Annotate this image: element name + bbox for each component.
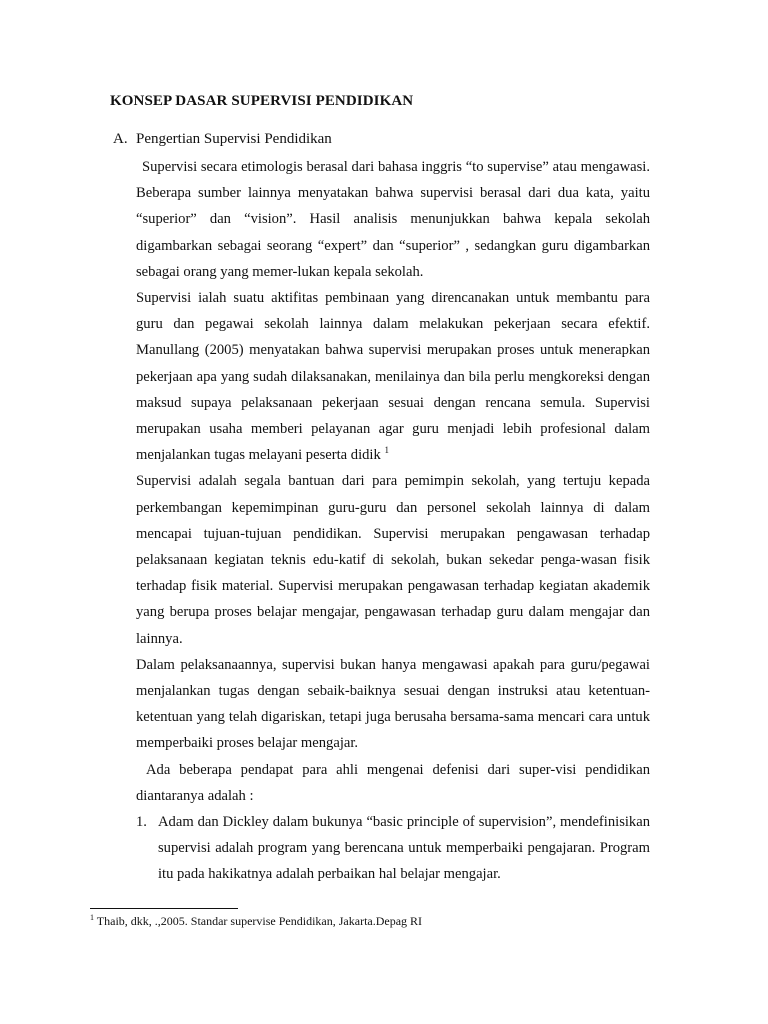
list-item-number: 1. [136, 814, 147, 831]
paragraph-2 [136, 285, 650, 468]
paragraph-4: Dalam pelaksanaannya, supervisi bukan hanya mengawasi apakah para guru/pegawai menjalankan tugas dengan sebaik-baiknya sesuai dengan instruksi atau ketentuan-ketentuan yang telah digariskan, tetapi juga berusaha bersama-sama mencari cara untuk memperbaiki proses belajar mengajar. [136, 656, 650, 752]
definition-list [136, 809, 650, 888]
footnote-reference: 1 [384, 445, 389, 456]
paragraph-3: Supervisi adalah segala bantuan dari para pemimpin sekolah, yang tertuju kepada perkembangan kepemimpinan guru-guru dan personel sekolah lainnya di dalam mencapai tujuan-tujuan pendidikan. Supervisi merupakan pengawasan terhadap pelaksanaan kegiatan teknis edu-katif di sekolah, bukan sekedar penga-wasan fisik terhadap fisik material. Supervisi merupakan pengawasan terhadap kegiatan akademik yang berupa proses belajar mengajar, pengawasan terhadap guru dalam mengajar dan lainnya. [136, 473, 650, 647]
list-item [136, 809, 650, 888]
section-heading-text: Pengertian Supervisi Pendidikan [136, 131, 332, 147]
paragraph-5: Ada beberapa pendapat para ahli mengenai defenisi dari super-visi pendidikan diantaranya adalah : [136, 761, 650, 804]
paragraph-1: Supervisi secara etimologis berasal dari bahasa inggris “to supervise” atau mengawasi. Beberapa sumber lainnya menyatakan bahwa supervisi berasal dari dua kata, yaitu “superior” dan “vision”. Hasil analisis menunjukkan bahwa kepala sekolah digambarkan sebagai seorang “expert” dan “superior” , sedangkan guru digambarkan sebagai orang yang memer-lukan kepala sekolah. [136, 159, 650, 280]
section-letter: A. [113, 131, 128, 147]
footnote [90, 914, 422, 929]
paragraph-2-text: Supervisi ialah suatu aktifitas pembinaan yang direncanakan untuk membantu para guru dan pegawai sekolah lainnya dalam melakukan pekerjaan secara efektif. Manullang (2005) menyatakan bahwa supervisi merupakan proses untuk menerapkan pekerjaan apa yang sudah dilaksanakan, menilainya dan bila perlu mengkoreksi dengan maksud supaya pelaksanaan pekerjaan sesuai dengan rencana semula. Supervisi merupakan usaha memberi pelayanan agar guru menjadi lebih profesional dalam menjalankan tugas melayani peserta didik [136, 290, 650, 464]
list-item-text: Adam dan Dickley dalam bukunya “basic principle of supervision”, mendefinisikan supervisi adalah program yang berencana untuk memperbaiki pengajaran. Program itu pada hakikatnya adalah perbaikan hal belajar mengajar. [158, 814, 650, 883]
section-heading [113, 131, 332, 148]
document-title: KONSEP DASAR SUPERVISI PENDIDIKAN [110, 93, 414, 109]
footnote-divider [90, 908, 238, 909]
document-body [136, 154, 650, 888]
footnote-number: 1 [90, 913, 94, 922]
footnote-text: Thaib, dkk, .,2005. Standar supervise Pendidikan, Jakarta.Depag RI [94, 914, 423, 928]
